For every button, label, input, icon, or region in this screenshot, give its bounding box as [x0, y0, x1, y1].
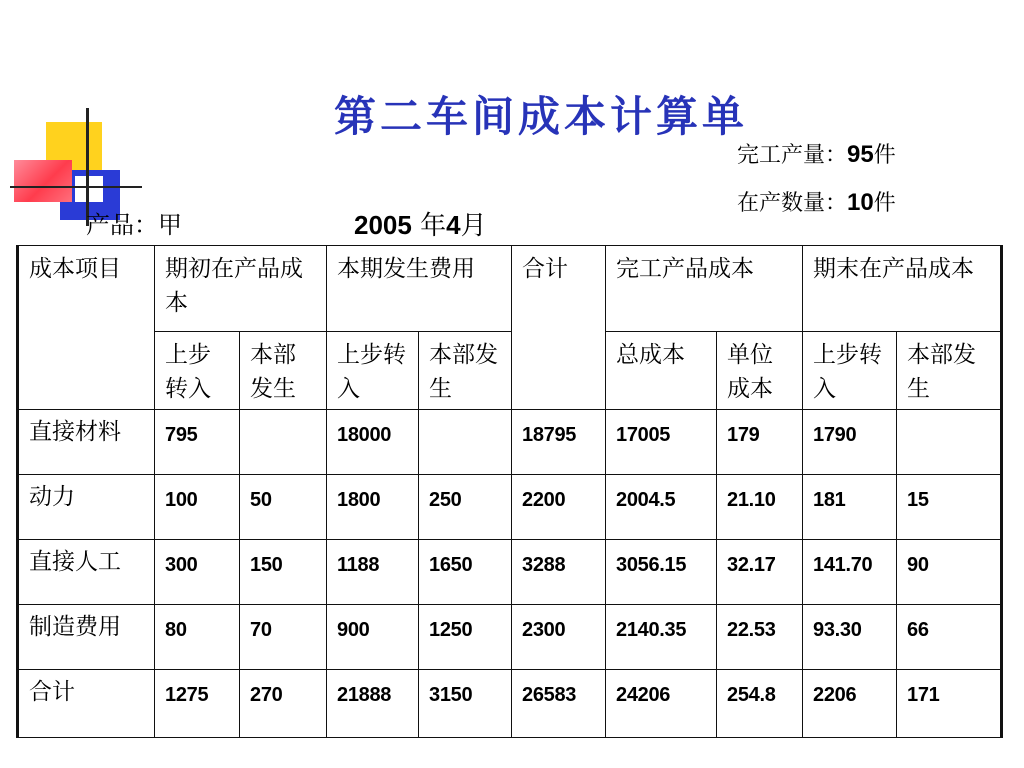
table-cell: 254.8: [717, 670, 803, 738]
period-year: 2005: [354, 210, 412, 240]
subheader-total-cost: 总成本: [606, 332, 717, 410]
table-cell: 80: [155, 605, 240, 670]
completed-output-unit: 件: [873, 143, 896, 168]
table-cell: 2140.35: [606, 605, 717, 670]
table-cell: 3150: [419, 670, 512, 738]
table-cell: 24206: [606, 670, 717, 738]
wip-quantity-label: 在产数量：: [737, 191, 848, 216]
wip-quantity-value: 10: [847, 189, 874, 216]
completed-output: [737, 138, 896, 169]
table-cell: 15: [897, 475, 1002, 540]
table-cell: [419, 410, 512, 475]
table-cell: 270: [240, 670, 327, 738]
subheader-prev-step: 上步转入: [327, 332, 419, 410]
table-cell: 21.10: [717, 475, 803, 540]
table-cell: 1650: [419, 540, 512, 605]
decor-horizontal-line: [10, 186, 142, 188]
table-cell: 90: [897, 540, 1002, 605]
cost-table: [16, 245, 1003, 738]
header-current-expense: 本期发生费用: [327, 246, 512, 332]
header-cost-item: 成本项目: [18, 246, 155, 410]
table-cell: 1188: [327, 540, 419, 605]
table-cell: 181: [803, 475, 897, 540]
table-cell: 171: [897, 670, 1002, 738]
header-end-wip: 期末在产品成本: [803, 246, 1002, 332]
page-title: 第二车间成本计算单: [334, 92, 749, 141]
table-cell: 22.53: [717, 605, 803, 670]
table-cell: 3288: [512, 540, 606, 605]
row-label: 合计: [18, 670, 155, 738]
row-label: 制造费用: [18, 605, 155, 670]
period-month-char: 月: [460, 211, 487, 241]
wip-quantity-unit: 件: [873, 191, 896, 216]
period-year-char: 年: [411, 211, 447, 241]
decor-red-square: [14, 160, 72, 202]
table-cell: 795: [155, 410, 240, 475]
table-cell: 1250: [419, 605, 512, 670]
table-cell: [240, 410, 327, 475]
subheader-this-dept: 本部发生: [897, 332, 1002, 410]
table-cell: 70: [240, 605, 327, 670]
decor-white-square: [75, 176, 103, 202]
table-cell: 2206: [803, 670, 897, 738]
row-label: 动力: [18, 475, 155, 540]
table-cell: 300: [155, 540, 240, 605]
header-begin-wip: 期初在产品成本: [155, 246, 327, 332]
subheader-prev-step: 上步转入: [155, 332, 240, 410]
table-cell: 2300: [512, 605, 606, 670]
table-row: [18, 670, 1002, 738]
completed-output-label: 完工产量：: [737, 143, 848, 168]
table-row: [18, 475, 1002, 540]
wip-quantity: [737, 186, 896, 217]
table-cell: 3056.15: [606, 540, 717, 605]
subheader-this-dept: 本部发生: [240, 332, 327, 410]
table-cell: 18000: [327, 410, 419, 475]
row-label: 直接材料: [18, 410, 155, 475]
row-label: 直接人工: [18, 540, 155, 605]
subheader-prev-step: 上步转入: [803, 332, 897, 410]
table-cell: 179: [717, 410, 803, 475]
header-finished-cost: 完工产品成本: [606, 246, 803, 332]
table-cell: 1800: [327, 475, 419, 540]
table-cell: 26583: [512, 670, 606, 738]
table-cell: 2200: [512, 475, 606, 540]
table-cell: 1790: [803, 410, 897, 475]
table-cell: 1275: [155, 670, 240, 738]
table-cell: 900: [327, 605, 419, 670]
table-cell: 100: [155, 475, 240, 540]
period-month: 4: [446, 210, 461, 240]
table-cell: 21888: [327, 670, 419, 738]
table-cell: 93.30: [803, 605, 897, 670]
table-cell: 66: [897, 605, 1002, 670]
table-row: [18, 410, 1002, 475]
table-cell: 150: [240, 540, 327, 605]
table-cell: 2004.5: [606, 475, 717, 540]
table-cell: 141.70: [803, 540, 897, 605]
table-row: [18, 605, 1002, 670]
table-cell: 250: [419, 475, 512, 540]
table-cell: 50: [240, 475, 327, 540]
table-cell: [897, 410, 1002, 475]
subheader-this-dept: 本部发生: [419, 332, 512, 410]
table-cell: 32.17: [717, 540, 803, 605]
completed-output-value: 95: [847, 141, 874, 168]
period-label: [354, 205, 487, 242]
subheader-unit-cost: 单位成本: [717, 332, 803, 410]
header-total: 合计: [512, 246, 606, 410]
table-cell: 18795: [512, 410, 606, 475]
table-cell: 17005: [606, 410, 717, 475]
product-label: 产品：甲: [86, 211, 182, 239]
table-row: [18, 540, 1002, 605]
